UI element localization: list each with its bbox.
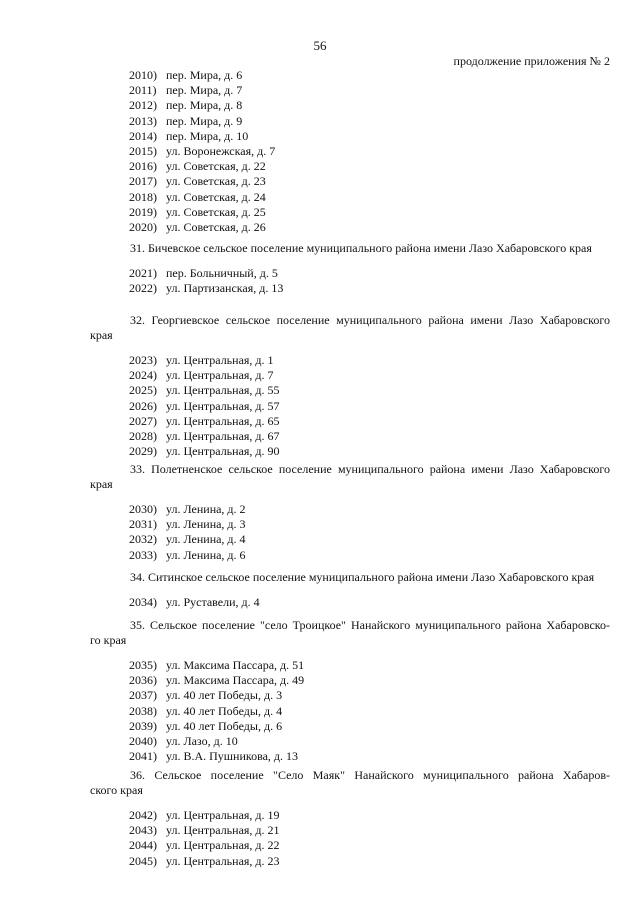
address-list-item: [129, 734, 238, 749]
item-address: ул. Ленина, д. 6: [163, 547, 246, 562]
item-number: 2019): [129, 204, 157, 219]
item-address: пер. Мира, д. 10: [163, 128, 249, 143]
item-address: ул. Центральная, д. 55: [163, 383, 280, 398]
address-list-item: [129, 429, 280, 444]
section-heading-line: 34. Ситинское сельское поселение муниципального района имени Лазо Хабаровского края: [130, 570, 595, 584]
section-heading-line: 35. Сельское поселение "село Троицкое" Нанайского муниципального района Хабаровско-: [130, 618, 610, 632]
item-address: ул. Центральная, д. 90: [163, 444, 280, 459]
address-list-item: [129, 823, 280, 838]
address-list-item: [129, 658, 304, 673]
continuation-label: продолжение приложения № 2: [453, 54, 610, 68]
item-number: 2013): [129, 113, 157, 128]
item-address: ул. Центральная, д. 23: [163, 853, 280, 868]
item-address: ул. Центральная, д. 19: [163, 808, 280, 822]
address-list-item: [129, 749, 298, 764]
item-number: 2016): [129, 159, 157, 174]
item-address: ул. Советская, д. 22: [163, 159, 266, 174]
address-list-item: [129, 838, 280, 853]
item-number: 2030): [129, 502, 157, 516]
address-list-item: [129, 444, 280, 459]
address-list-item: [129, 114, 242, 129]
item-number: 2037): [129, 688, 157, 703]
item-address: ул. Советская, д. 24: [163, 189, 266, 204]
item-number: 2026): [129, 398, 157, 413]
item-number: 2020): [129, 220, 157, 234]
item-number: 2041): [129, 749, 157, 764]
address-list-item: [129, 688, 282, 703]
item-address: ул. Ленина, д. 4: [163, 532, 246, 547]
item-address: ул. Центральная, д. 21: [163, 823, 280, 838]
item-number: 2042): [129, 808, 157, 822]
item-address: пер. Больничный, д. 5: [163, 266, 278, 280]
address-list-item: [129, 399, 280, 414]
item-address: ул. 40 лет Победы, д. 6: [163, 718, 283, 733]
address-list-item: [129, 266, 278, 281]
item-number: 2043): [129, 823, 157, 838]
item-address: ул. Советская, д. 23: [163, 174, 266, 189]
item-address: пер. Мира, д. 9: [163, 113, 243, 128]
address-list-item: [129, 159, 266, 174]
item-address: пер. Мира, д. 7: [163, 83, 243, 98]
item-number: 2015): [129, 144, 157, 158]
item-number: 2035): [129, 658, 157, 672]
address-list-item: [129, 383, 280, 398]
address-list-item: [129, 502, 246, 517]
item-number: 2032): [129, 532, 157, 547]
item-address: ул. Максима Пассара, д. 49: [163, 673, 305, 688]
section-heading: [90, 241, 610, 256]
address-list-item: [129, 704, 282, 719]
item-number: 2014): [129, 128, 157, 143]
item-number: 2044): [129, 838, 157, 853]
item-address: пер. Мира, д. 6: [163, 68, 243, 82]
item-number: 2022): [129, 281, 157, 296]
item-number: 2024): [129, 368, 157, 383]
item-address: ул. Лазо, д. 10: [163, 734, 238, 748]
section-heading-line: 31. Бичевское сельское поселение муниципального района имени Лазо Хабаровского края: [130, 241, 592, 255]
address-list-item: [129, 174, 266, 189]
address-list-item: [129, 673, 304, 688]
item-number: 2010): [129, 68, 157, 82]
address-list-item: [129, 368, 274, 383]
section-heading: [90, 570, 610, 585]
item-number: 2018): [129, 189, 157, 204]
address-list-item: [129, 83, 242, 98]
item-address: ул. Центральная, д. 22: [163, 838, 280, 853]
item-address: ул. В.А. Пушникова, д. 13: [163, 749, 299, 764]
section-heading: [90, 313, 610, 343]
item-address: ул. Ленина, д. 2: [163, 502, 246, 516]
section-heading-line: 36. Сельское поселение "Село Маяк" Нанайского муниципального района Хабаров-: [130, 768, 610, 782]
item-number: 2038): [129, 703, 157, 718]
item-number: 2027): [129, 413, 157, 428]
item-number: 2023): [129, 353, 157, 367]
item-number: 2031): [129, 517, 157, 532]
item-address: ул. Партизанская, д. 13: [163, 281, 284, 296]
item-address: ул. Воронежская, д. 7: [163, 144, 276, 158]
address-list-item: [129, 414, 280, 429]
item-number: 2045): [129, 853, 157, 868]
address-list-item: [129, 98, 242, 113]
section-heading-line: 33. Полетненское сельское поселение муниципального района имени Лазо Хабаровского: [130, 462, 610, 476]
address-list-item: [129, 517, 246, 532]
section-heading: [90, 768, 610, 798]
address-list-item: [129, 854, 280, 869]
item-address: ул. Максима Пассара, д. 51: [163, 658, 305, 672]
item-number: 2021): [129, 266, 157, 280]
section-heading-continuation: ского края: [90, 783, 143, 797]
address-list-item: [129, 281, 283, 296]
item-address: ул. Центральная, д. 7: [163, 368, 274, 383]
section-heading-continuation: края: [90, 328, 113, 342]
address-list-item: [129, 719, 282, 734]
section-heading-continuation: го края: [90, 633, 127, 647]
item-address: ул. 40 лет Победы, д. 3: [163, 688, 283, 703]
item-address: ул. Ленина, д. 3: [163, 517, 246, 532]
item-number: 2040): [129, 734, 157, 748]
item-number: 2036): [129, 673, 157, 688]
section-heading-line: 32. Георгиевское сельское поселение муниципального района имени Лазо Хабаровского: [130, 313, 610, 327]
address-list-item: [129, 129, 248, 144]
address-list-item: [129, 353, 274, 368]
item-number: 2034): [129, 595, 157, 609]
item-number: 2012): [129, 98, 157, 113]
address-list-item: [129, 808, 280, 823]
item-address: ул. Центральная, д. 1: [163, 353, 274, 367]
item-number: 2025): [129, 383, 157, 398]
address-list-item: [129, 532, 246, 547]
section-heading: [90, 462, 610, 492]
item-address: ул. 40 лет Победы, д. 4: [163, 703, 283, 718]
address-list-item: [129, 68, 242, 83]
item-number: 2033): [129, 547, 157, 562]
item-number: 2017): [129, 174, 157, 189]
address-list-item: [129, 548, 246, 563]
item-number: 2039): [129, 718, 157, 733]
address-list-item: [129, 595, 260, 610]
item-address: ул. Руставели, д. 4: [163, 595, 260, 609]
address-list-item: [129, 220, 266, 235]
page-number: 56: [313, 38, 327, 53]
address-list-item: [129, 205, 266, 220]
item-address: ул. Центральная, д. 57: [163, 398, 280, 413]
item-address: пер. Мира, д. 8: [163, 98, 243, 113]
item-address: ул. Центральная, д. 67: [163, 429, 280, 443]
item-number: 2029): [129, 444, 157, 459]
item-number: 2028): [129, 429, 157, 443]
item-number: 2011): [129, 83, 157, 98]
section-heading: [90, 618, 610, 648]
section-heading-continuation: края: [90, 477, 113, 491]
item-address: ул. Советская, д. 26: [163, 220, 266, 234]
address-list-item: [129, 190, 266, 205]
item-address: ул. Советская, д. 25: [163, 204, 266, 219]
item-address: ул. Центральная, д. 65: [163, 413, 280, 428]
address-list-item: [129, 144, 275, 159]
